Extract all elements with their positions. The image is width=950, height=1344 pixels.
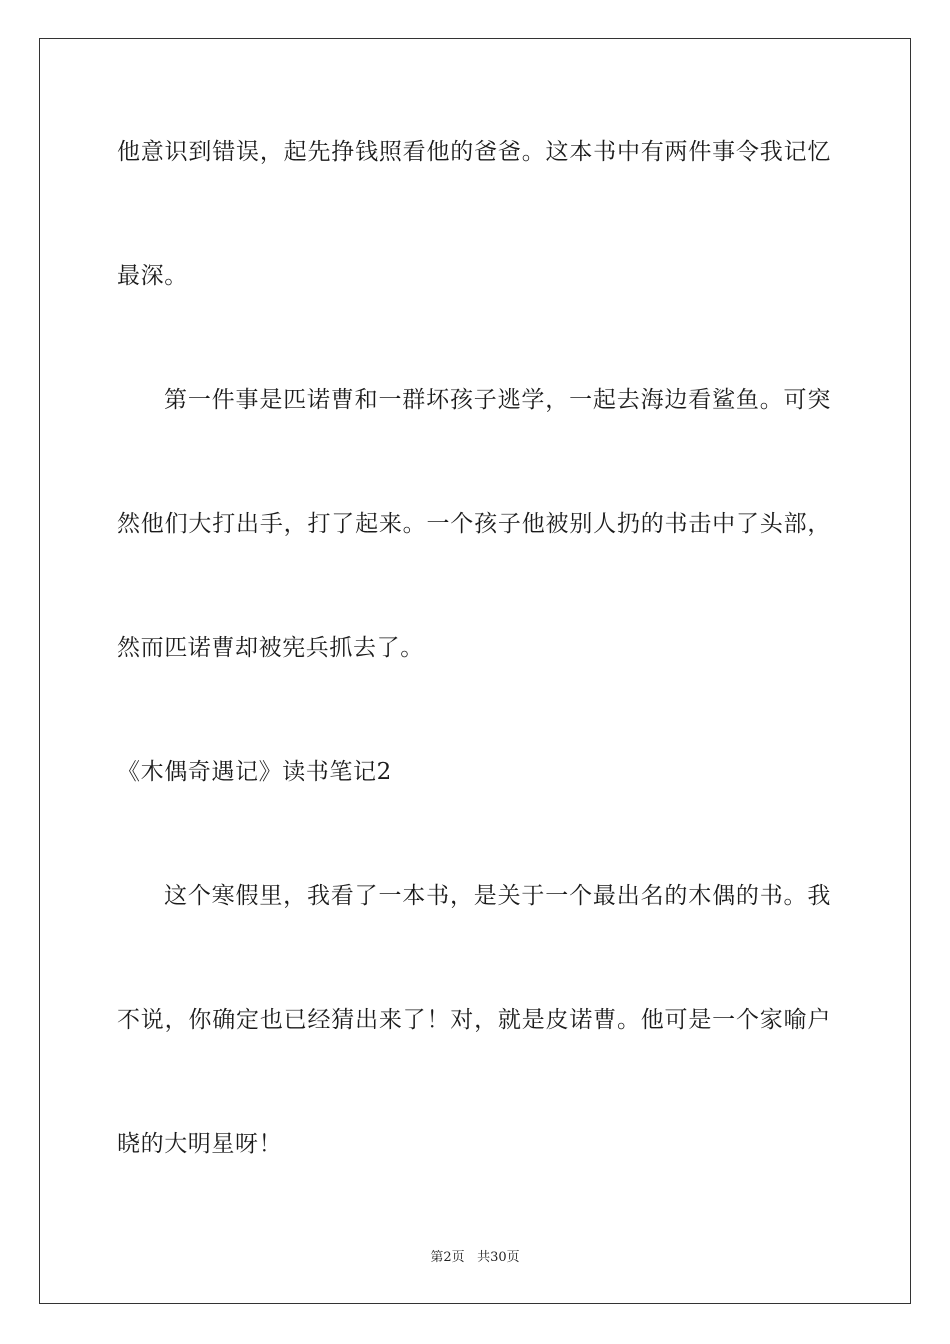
body-line: 不说，你确定也已经猜出来了！对，就是皮诺曹。他可是一个家喻户 <box>117 1007 831 1033</box>
page-number: 第2页 <box>430 1250 465 1265</box>
body-line: 他意识到错误，起先挣钱照看他的爸爸。这本书中有两件事令我记忆 <box>117 139 831 165</box>
body-line: 最深。 <box>117 263 188 289</box>
section-heading: 《木偶奇遇记》读书笔记2 <box>117 759 392 785</box>
page-total: 共30页 <box>477 1250 520 1265</box>
page-footer <box>0 1249 950 1267</box>
page-border <box>39 38 911 1304</box>
body-line: 然他们大打出手，打了起来。一个孩子他被别人扔的书击中了头部， <box>117 511 831 537</box>
body-line: 晓的大明星呀！ <box>117 1131 283 1157</box>
paragraph-first-line: 第一件事是匹诺曹和一群坏孩子逃学，一起去海边看鲨鱼。可突 <box>164 387 831 413</box>
body-line: 然而匹诺曹却被宪兵抓去了。 <box>117 635 424 661</box>
paragraph-first-line: 这个寒假里，我看了一本书，是关于一个最出名的木偶的书。我 <box>164 883 831 909</box>
